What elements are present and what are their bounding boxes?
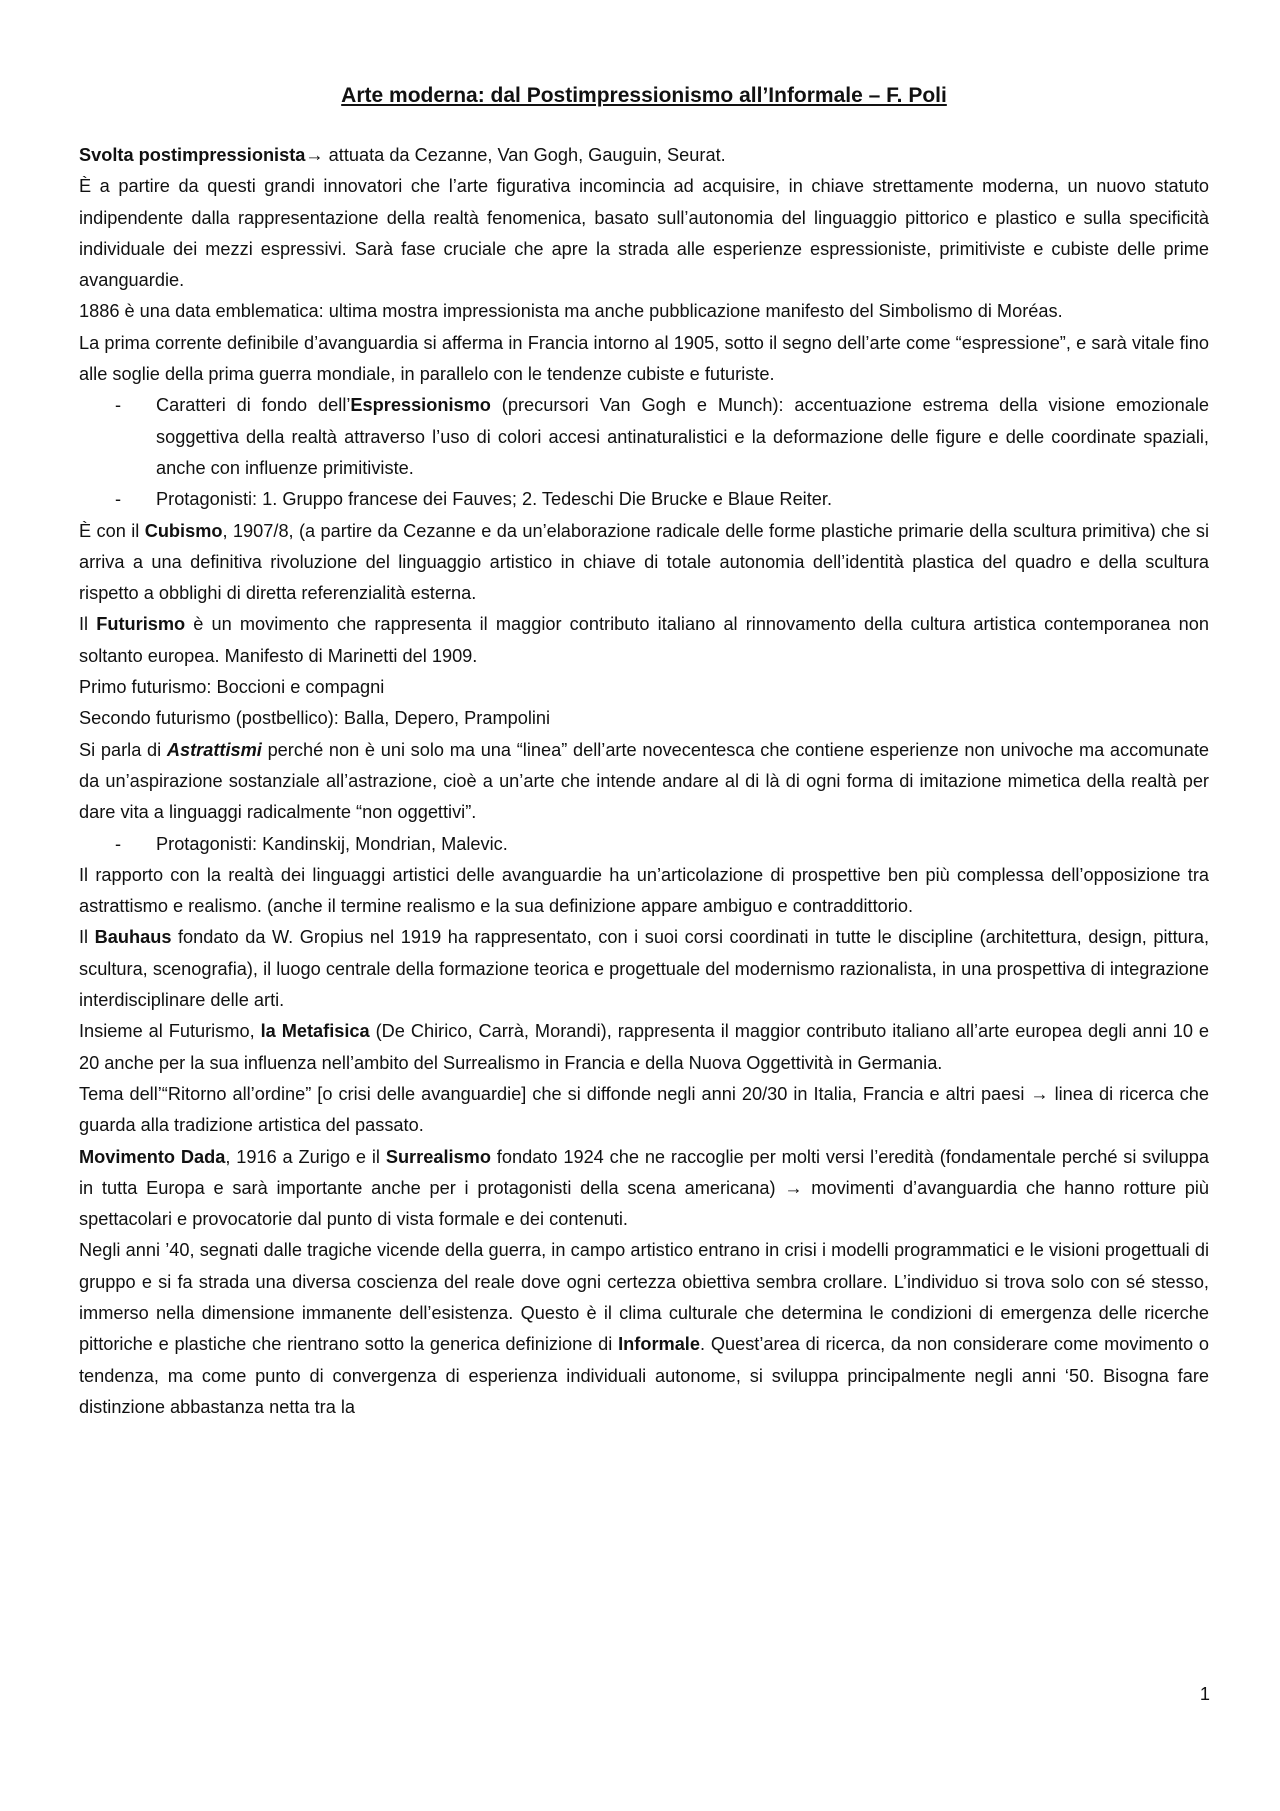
paragraph-informale: Negli anni ’40, segnati dalle tragiche vicende della guerra, in campo artistico entrano in crisi i modelli programmatici e le visioni progettuali di gruppo e si fa strada una diversa coscienza del reale dove ogni certezza obiettiva sembra crollare. L’individuo si trova solo con sé stesso, immerso nella dimensione immanente dell’esistenza. Questo è il clima culturale che determina le condizioni di emergenza delle ricerche pittoriche e plastiche che rientrano sotto la generica definizione di Informale. Quest’area di ricerca, da non considerare come movimento o tendenza, ma come punto di convergenza di esperienza individuali autonome, si sviluppa principalmente negli anni ‘50. Bisogna fare distinzione abbastanza netta tra la <box>79 1240 1209 1417</box>
arrow-icon: → <box>305 145 324 165</box>
paragraph-cubismo: È con il Cubismo, 1907/8, (a partire da Cezanne e da un’elaborazione radicale delle forme plastiche primarie della scultura primitiva) che si arriva a una definitiva rivoluzione del linguaggio artistico in chiave di totale autonomia dell’identità plastica del quadro e della scultura rispetto a obblighi di diretta referenzialità esterna. <box>79 520 1210 604</box>
bold-term: Surrealismo <box>385 1146 491 1167</box>
dash-bullet: - <box>115 489 122 510</box>
bold-term: Informale <box>618 1334 700 1355</box>
paragraph-futurismo: Il Futurismo è un movimento che rappresenta il maggior contributo italiano al rinnovamento della cultura artistica contemporanea non soltanto europea. Manifesto di Marinetti del 1909. <box>79 614 1209 666</box>
bullet-protagonisti-fauves: - Protagonisti: 1. Gruppo francese dei Fauves; 2. Tedeschi Die Brucke e Blaue Reiter. <box>79 484 1209 515</box>
document-title: Arte moderna: dal Postimpressionismo all’Informale – F. Poli <box>341 84 947 107</box>
dash-bullet: - <box>115 395 122 416</box>
arrow-icon: → <box>784 1177 803 1198</box>
paragraph-dada-surrealismo: Movimento Dada, 1916 a Zurigo e il Surrealismo fondato 1924 che ne raccoglie per molti versi l’eredità (fondamentale perché si sviluppa in tutta Europa e sarà importante anche per i protagonisti della scena americana) → movimenti d’avanguardia che hanno rotture più spettacolari e provocatorie dal punto di vista formale e dei contenuti. <box>79 1146 1209 1230</box>
bold-term: Movimento Dada <box>79 1146 226 1167</box>
paragraph-prima-corrente: La prima corrente definibile d’avanguardia si afferma in Francia intorno al 1905, sotto il segno dell’arte come “espressione”, e sarà vitale fino alle soglie della prima guerra mondiale, in parallelo con le tendenze cubiste e futuriste. <box>79 332 1209 385</box>
bold-term: Espressionismo <box>350 395 491 416</box>
dash-bullet: - <box>115 833 122 854</box>
bold-term: Svolta postimpressionista <box>79 145 306 165</box>
arrow-icon: → <box>1030 1083 1049 1104</box>
paragraph-primo-futurismo: Primo futurismo: Boccioni e compagni <box>79 677 385 698</box>
paragraph-1886: 1886 è una data emblematica: ultima mostra impressionista ma anche pubblicazione manifesto del Simbolismo di Moréas. <box>79 301 1063 322</box>
paragraph-astrattismi: Si parla di Astrattismi perché non è uni solo ma una “linea” dell’arte novecentesca che contiene esperienze non univoche ma accomunate da un’aspirazione sostanziale all’astrazione, cioè a un’arte che intende andare al di là di ogni forma di imitazione mimetica della realtà per dare vita a linguaggi radicalmente “non oggettivi”. <box>79 739 1209 823</box>
paragraph-innovatori: È a partire da questi grandi innovatori che l’arte figurativa incomincia ad acquisire, in chiave strettamente moderna, un nuovo statuto indipendente dalla rappresentazione della realtà fenomenica, basato sull’autonomia del linguaggio pittorico e plastico e sulla specificità individuale dei mezzi espressivi. Sarà fase cruciale che apre la strada alle esperienze espressioniste, primitiviste e cubiste delle prime avanguardie. <box>79 176 1209 291</box>
paragraph-bauhaus: Il Bauhaus fondato da W. Gropius nel 1919 ha rappresentato, con i suoi corsi coordinati in tutte le discipline (architettura, design, pittura, scultura, scenografia), il luogo centrale della formazione teorica e progettuale del modernismo razionalista, in una prospettiva di integrazione interdisciplinare delle arti. <box>79 927 1209 1011</box>
paragraph-secondo-futurismo: Secondo futurismo (postbellico): Balla, Depero, Prampolini <box>79 708 551 729</box>
bold-term: la Metafisica <box>260 1021 370 1042</box>
bold-term: Cubismo <box>144 520 223 541</box>
paragraph-metafisica: Insieme al Futurismo, la Metafisica (De Chirico, Carrà, Morandi), rappresenta il maggior contributo italiano all’arte europea degli anni 10 e 20 anche per la sua influenza nell’ambito del Surrealismo in Francia e della Nuova Oggettività in Germania. <box>79 1021 1209 1073</box>
document-page <box>79 80 1209 1423</box>
bold-term: Bauhaus <box>94 927 172 948</box>
page-number: 1 <box>1199 1684 1210 1704</box>
bold-italic-term: Astrattismi <box>166 739 262 760</box>
bullet-protagonisti-astrattismo: - Protagonisti: Kandinskij, Mondrian, Malevic. <box>79 829 1209 860</box>
paragraph-ritorno-ordine: Tema dell’“Ritorno all’ordine” [o crisi delle avanguardie] che si diffonde negli anni 20/30 in Italia, Francia e altri paesi → linea di ricerca che guarda alla tradizione artistica del passato. <box>79 1083 1209 1136</box>
bold-term: Futurismo <box>96 614 186 635</box>
paragraph-rapporto-realta: Il rapporto con la realtà dei linguaggi artistici delle avanguardie ha un’articolazione di prospettive ben più complessa dell’opposizione tra astrattismo e realismo. (anche il termine realismo e la sua definizione appare ambiguo e contraddittorio. <box>79 864 1209 917</box>
paragraph-svolta: Svolta postimpressionista→ attuata da Cezanne, Van Gogh, Gauguin, Seurat. <box>79 145 726 165</box>
bullet-espressionismo: - Caratteri di fondo dell’Espressionismo (precursori Van Gogh e Munch): accentuazione estrema della visione emozionale soggettiva della realtà attraverso l’uso di colori accesi antinaturalistici e la deformazione delle figure e delle coordinate spaziali, anche con influenze primitiviste. <box>79 390 1209 484</box>
